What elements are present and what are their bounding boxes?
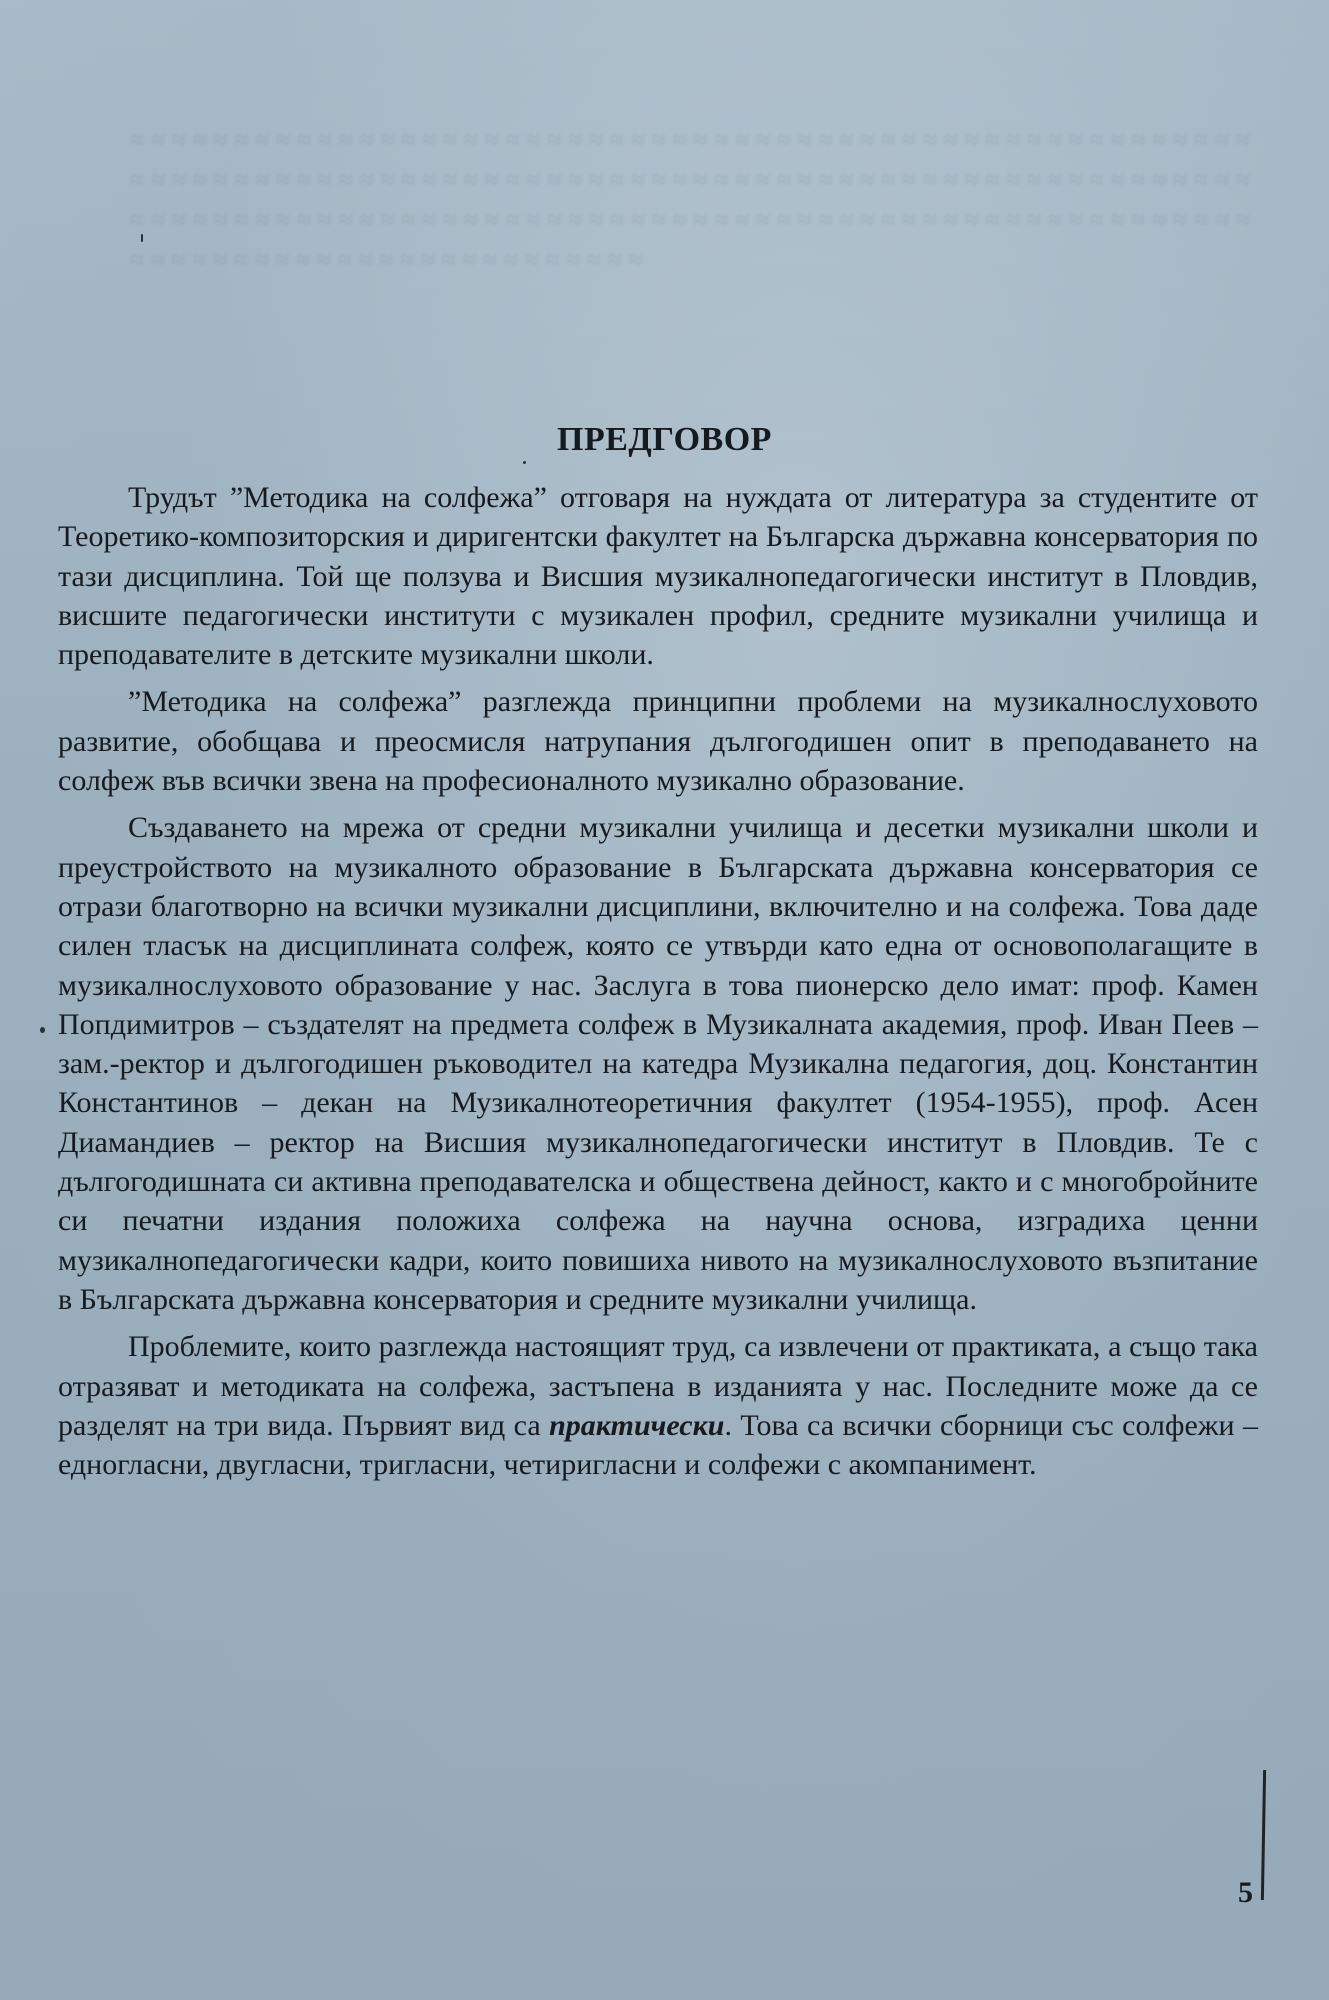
paragraph-4-end: . Това са всички сборници със солфежи – едногласни, двугласни, тригласни, четиригласни и солфежи с акомпанимент.	[58, 1408, 1258, 1482]
paragraph-4	[58, 1327, 1258, 1484]
emphasis-practical: практически	[549, 1408, 725, 1442]
ink-speck	[141, 234, 143, 242]
paragraph-4-start: Проблемите, които разглежда настоящият труд, са извлечени от практиката, а също така отразяват и методиката на солфежа, застъпена в изданията у нас. Последните може да се разделят на три вида. Първият вид са	[58, 1330, 1258, 1442]
show-through-text: ≈ ≈ ≈ ≈ ≈ ≈ ≈ ≈ ≈ ≈ ≈ ≈ ≈ ≈ ≈ ≈ ≈ ≈ ≈ ≈ ≈ ≈ ≈ ≈ ≈ ≈ ≈ ≈ ≈ ≈ ≈ ≈ ≈ ≈ ≈ ≈ ≈ ≈ ≈ ≈ ≈ ≈ ≈ ≈ ≈ ≈ ≈ ≈ ≈ ≈ ≈ ≈ ≈ ≈ ≈ ≈ ≈ ≈ ≈ ≈ ≈ ≈ ≈ ≈ ≈ ≈ ≈ ≈ ≈ ≈ ≈ ≈ ≈ ≈ ≈ ≈ ≈ ≈ ≈ ≈ ≈ ≈ ≈ ≈ ≈ ≈ ≈ ≈ ≈ ≈ ≈ ≈ ≈ ≈ ≈ ≈ ≈ ≈ ≈ ≈ ≈ ≈ ≈ ≈ ≈ ≈ ≈ ≈ ≈ ≈ ≈ ≈ ≈ ≈ ≈ ≈ ≈ ≈ ≈ ≈ ≈ ≈ ≈ ≈ ≈ ≈ ≈ ≈ ≈ ≈ ≈ ≈ ≈ ≈ ≈ ≈ ≈ ≈ ≈ ≈ ≈ ≈ ≈ ≈ ≈ ≈ ≈ ≈ ≈ ≈ ≈ ≈ ≈ ≈ ≈ ≈ ≈ ≈ ≈ ≈ ≈ ≈ ≈ ≈ ≈ ≈ ≈ ≈ ≈ ≈ ≈ ≈ ≈ ≈ ≈ ≈ ≈ ≈ ≈ ≈ ≈ ≈ ≈ ≈ ≈ ≈ ≈	[130, 125, 1250, 274]
paragraph-3: Създаването на мрежа от средни музикални училища и десетки музикални школи и преустройството на музикалното образование в Българската държавна консерватория се отрази благотворно на всички музикални дисциплини, включително и на солфежа. Това даде силен тласък на дисциплината солфеж, която се утвърди като една от основополагащите в музикалнослуховото образование у нас. Заслуга в това пионерско дело имат: проф. Камен Попдимитров – създателят на предмета солфеж в Музикалната академия, проф. Иван Пеев – зам.-ректор и дългогодишен ръководител на катедра Музикална педагогия, доц. Константин Константинов – декан на Музикалнотеоретичния факултет (1954-1955), проф. Асен Диамандиев – ректор на Висшия музикалнопедагогически институт в Пловдив. Те с дългогодишната си активна преподавателска и обществена дейност, както и с многобройните си печатни издания положиха солфежа на научна основа, изградиха ценни музикалнопедагогически кадри, които повишиха нивото на музикалнослуховото възпитание в Българската държавна консерватория и средните музикални училища.	[58, 811, 1258, 1316]
paragraph-2: ”Методика на солфежа” разглежда принципни проблеми на музикалнослуховото развитие, обобщава и преосмисля натрупания дългогодишен опит в преподаването на солфеж във всички звена на професионалното музикално образование.	[58, 685, 1258, 798]
paragraph-1: Трудът ”Методика на солфежа” отговаря на нуждата от литература за студентите от Теоретико-композиторския и диригентски факултет на Българска държавна консерватория по тази дисциплина. Той ще ползува и Висшия музикалнопедагогически институт в Пловдив, висшите педагогически институти с музикален профил, средните музикални училища и преподавателите в детските музикални школи.	[58, 481, 1258, 672]
ink-speck	[523, 461, 526, 464]
preface-body	[58, 478, 1258, 1492]
page-title: ПРЕДГОВОР	[557, 420, 772, 458]
page-number: 5	[1238, 1876, 1253, 1909]
margin-pencil-mark	[1261, 1770, 1266, 1900]
ink-speck	[40, 1027, 45, 1033]
